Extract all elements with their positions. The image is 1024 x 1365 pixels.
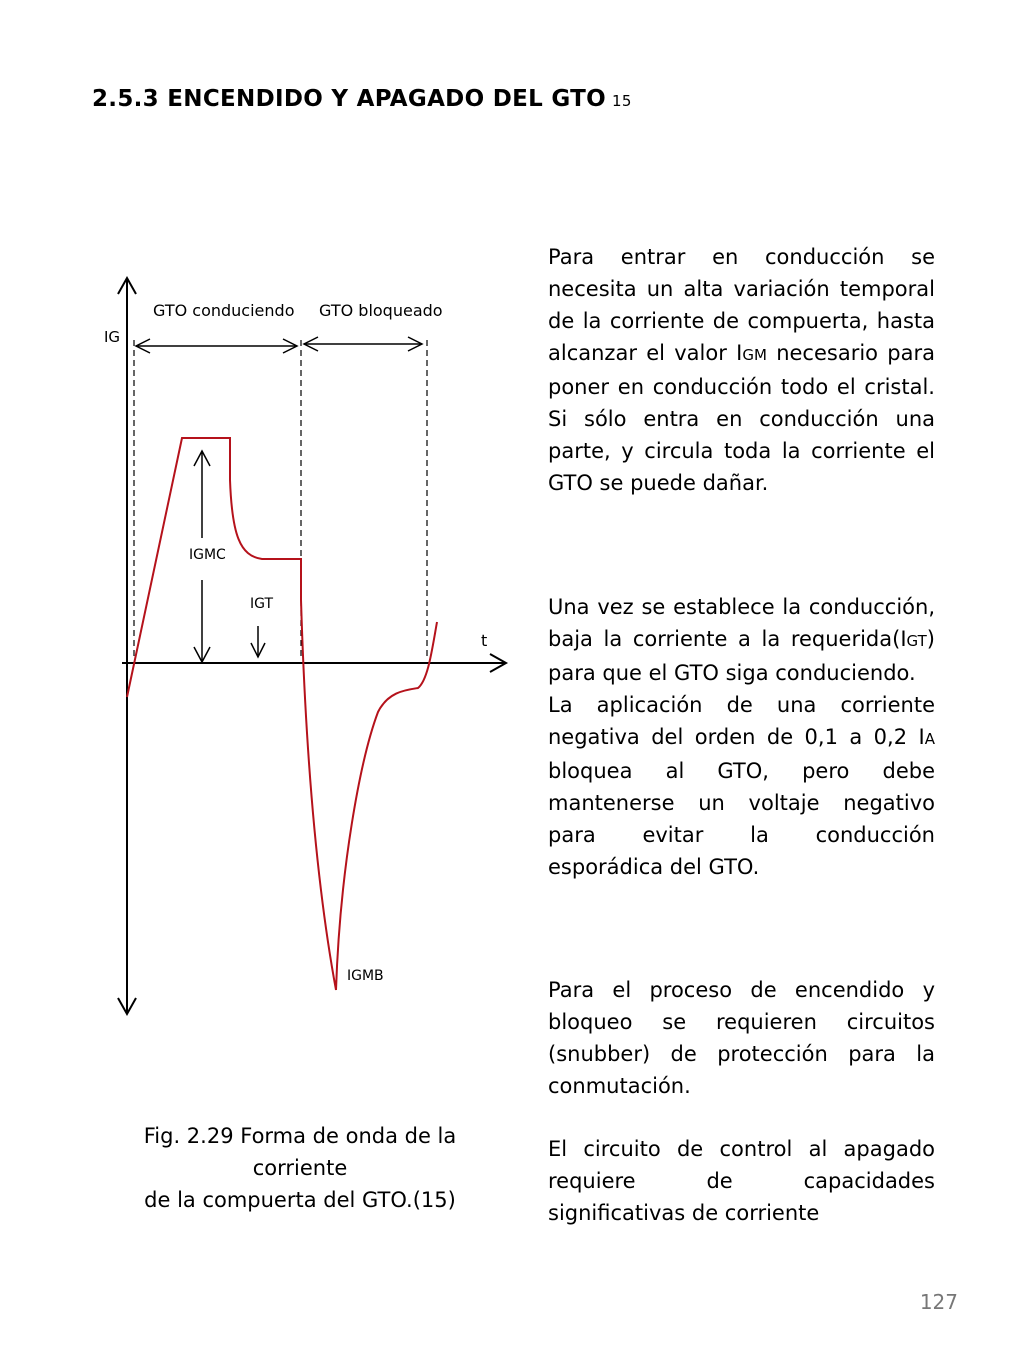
label-igmb: IGMB — [347, 968, 384, 984]
figure-caption — [115, 1120, 485, 1216]
paragraph-snubber — [548, 974, 935, 1102]
gate-current-waveform — [127, 438, 437, 990]
paragraph-3-text-b: bloquea al GTO, pero debe mantenerse un voltaje negativo para evitar la conducción esporádica del GTO. — [548, 759, 935, 879]
symbol-igm: IGM — [736, 341, 767, 365]
paragraph-3-text-a: La aplicación de una corriente negativa del orden de 0,1 a 0,2 — [548, 693, 935, 749]
paragraph-2-text-a: Una vez se establece la conducción, baja la corriente a la requerida( — [548, 595, 935, 651]
paragraph-conduction-start — [548, 241, 935, 499]
paragraph-5-text: El circuito de control al apagado requiere de capacidades significativas de corriente — [548, 1137, 935, 1225]
figure-caption-line-1: Fig. 2.29 Forma de onda de la corriente — [143, 1124, 457, 1180]
paragraph-1-text-b: necesario para poner en conducción todo el cristal. Si sólo entra en conducción una parte, y circula toda la corriente el GTO se puede dañar. — [548, 341, 935, 495]
label-gto-conduciendo: GTO conduciendo — [153, 301, 295, 320]
section-heading-text: 2.5.3 ENCENDIDO Y APAGADO DEL GTO — [92, 86, 607, 112]
label-y-axis: IG — [104, 328, 121, 346]
label-gto-bloqueado: GTO bloqueado — [319, 301, 443, 320]
label-igt: IGT — [250, 596, 274, 612]
paragraph-1-text-a: Para entrar en conducción se necesita un alta variación temporal de la corriente de compuerta, hasta alcanzar el valor — [548, 245, 935, 365]
page-number: 127 — [919, 1290, 958, 1314]
symbol-ia: IA — [918, 725, 935, 749]
section-heading-reference: 15 — [612, 92, 632, 110]
gto-gate-current-figure — [0, 0, 540, 1030]
paragraph-conduction-maintain — [548, 591, 935, 883]
paragraph-4-text: Para el proceso de encendido y bloqueo se requieren circuitos (snubber) de protección para la conmutación. — [548, 978, 935, 1098]
label-x-axis: t — [481, 631, 488, 650]
paragraph-control-circuit — [548, 1133, 935, 1229]
paragraph-2-text-b: ) para que el GTO siga conduciendo. — [548, 627, 935, 685]
label-igmc: IGMC — [189, 547, 226, 563]
symbol-igt: IGT — [900, 627, 927, 651]
figure-caption-line-2: de la compuerta del GTO.(15) — [144, 1188, 456, 1212]
